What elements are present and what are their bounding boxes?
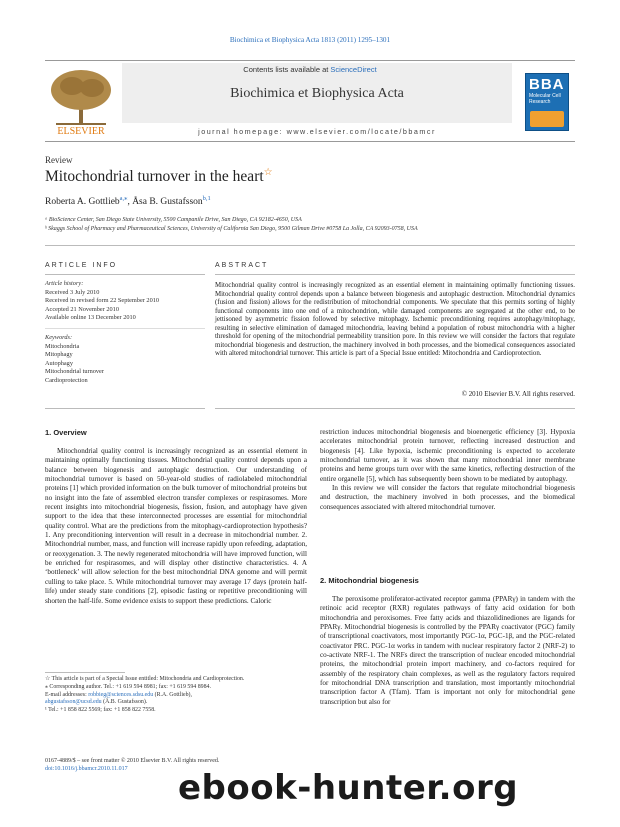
online-date: Available online 13 December 2010: [45, 314, 136, 321]
contents-prefix: Contents lists available at: [243, 65, 331, 74]
publisher-name: ELSEVIER: [57, 126, 105, 136]
abstract-text: Mitochondrial quality control is increasingly recognized as an essential element in maintaining optimally functioning tissues. Mitochondrial quality control depends upon a balance between biogenesis and autophagic destruction. Mitochondrial dynamics (fusion and fission) allows for the redistribution of mitochondrial components. We speculate that this permits sorting of highly functional components into one end of a mitochondrion, while damaged components are segregated at the other end, to be jettisoned by asymmetric fission followed by selective mitophagy. Ischemic preconditioning requires autophagy/mitophagy, resulting in selective elimination of damaged mitochondria, leaving behind a population of robust mitochondria with a higher threshold for opening of the mitochondrial permeability transition pore. In this review we will consider the factors that regulate mitochondrial biogenesis and destruction, the machinery involved in both processes, and the biomedical consequences associated with altered mitochondrial turnover. This article is part of a Special Issue entitled: Mitochondria and Cardioprotection.: [215, 282, 575, 357]
email-link-1[interactable]: robbieg@sciences.sdsu.edu: [88, 691, 154, 698]
doi-link[interactable]: doi:10.1016/j.bbamcr.2010.11.017: [45, 766, 128, 772]
journal-cover: [525, 73, 569, 131]
email-prefix: E-mail addresses:: [45, 691, 89, 698]
author-2[interactable]: Åsa B. Gustafsson: [132, 197, 203, 208]
received-date: Received 3 July 2010: [45, 288, 100, 296]
sciencedirect-link[interactable]: ScienceDirect: [330, 65, 377, 74]
accepted-date: Accepted 21 November 2010: [45, 305, 119, 313]
abstract-copyright: © 2010 Elsevier B.V. All rights reserved.: [461, 391, 575, 398]
keywords: [45, 334, 205, 385]
section-2-paragraph: The peroxisome proliferator-activated receptor gamma (PPARγ) in tandem with the retinoic acid receptor (RXR) regulates pathways of fatty acid oxidation for both mitochondria and peroxisomes. Free fatty acids and thiazolidinediones are ligands for PPARγ. Mitochondrial biogenesis is controlled by the PPARγ coactivator (PGC) family of transcriptional coactivators, most importantly PGC-1α, PGC-1β, and the PGC-related coactivator PRC. PGC-1α works in tandem with nuclear respiratory factor 2 (NRF-2) to co-activate NRF-1. The NRFs direct the transcription of nuclear encoded mitochondrial proteins, the mitochondrial protein import machinery, and co-factors required for assembly of the respiratory chain complexes, as well as the regulatory factors required for mitochondrial DNA transcription and translation, most importantly mitochondrial transcription factor A (Tfam). Tfam is important not only for mitochondrial gene transcription but also for: [320, 595, 575, 706]
affiliation-b: ᵇ Skaggs School of Pharmacy and Pharmaceutical Sciences, University of California San Diego, 9500 Gilman Drive #0758 La Jolla, CA 92093-0758, USA: [45, 226, 418, 232]
title-divider: [45, 245, 575, 246]
email-1-owner: (R.A. Gottlieb),: [153, 691, 192, 698]
section-1-heading: 1. Overview: [45, 428, 87, 437]
section-2-body: [320, 595, 575, 707]
keyword: Autophagy: [45, 359, 73, 367]
footnote-phone: ¹ Tel.: +1 858 822 5569; fax: +1 858 822 7558.: [45, 707, 156, 714]
email-2-owner: (Å.B. Gustafsson).: [101, 699, 148, 706]
right-paragraph-2: In this review we will consider the factors that regulate mitochondrial biogenesis and destruction, the machinery involved in both processes, and the biomedical consequences associated with altered mitochondrial turnover.: [320, 484, 575, 511]
article-info-heading: ARTICLE INFO: [45, 262, 118, 269]
affiliation-a: ᵃ BioScience Center, San Diego State University, 5500 Campanile Drive, San Diego, CA 92182-4650, USA: [45, 217, 302, 223]
abstract-bottom-rule: [215, 408, 575, 409]
author-2-affil: b,1: [202, 195, 211, 202]
cover-subtitle: Molecular Cell Research: [529, 93, 561, 105]
section-2-heading: 2. Mitochondrial biogenesis: [320, 576, 419, 585]
issn-line: 0167-4889/$ – see front matter © 2010 Elsevier B.V. All rights reserved.: [45, 758, 220, 764]
abstract-heading: ABSTRACT: [215, 262, 269, 269]
right-column-body: [320, 428, 575, 512]
elsevier-logo: [42, 64, 120, 136]
footnotes: [45, 676, 307, 715]
email-link-2[interactable]: abgustafsson@ucsd.edu: [45, 699, 102, 706]
cover-image: [530, 111, 564, 127]
abstract-rule: [215, 274, 575, 275]
info-rule: [45, 274, 205, 275]
author-list: [45, 194, 211, 207]
article-title: [45, 167, 273, 186]
journal-title: Biochimica et Biophysica Acta: [230, 86, 404, 101]
watermark-text: ebook-hunter.org: [178, 768, 519, 808]
section-1-paragraph: Mitochondrial quality control is increasingly recognized as an essential element in maintaining optimally functioning tissues. Mitochondrial quality control depends upon a balance between biogenesis and autophagic destruction. Our understanding of mitochondrial turnover is based on 50-year-old studies of radiolabeled mitochondrial proteins [1] which provided information on the bulk turnover of mitochondrial proteins but no insight into the fate of assembled electron transfer complexes or respirasomes. More recent insights into mitochondrial biogenesis, fission, fusion, and autophagy have given support to the idea that these interconnected processes are essential for mitochondrial quality control. What are the predictions from the mitophagy-cardioprotection hypothesis? 1. Any preconditioning intervention will result in a decrease in mitochondrial number. 2. Mitochondrial number, mass, and function will increase rapidly upon refeeding, adaptation, or reoxygenation. 3. The newly regenerated mitochondria will have improved function, will be enriched for respirasomes, and will display other distinctive characteristics. 4. A ‘bottleneck’ will allow selection for the best mitochondrial DNA genome and will permit culling to take place. 5. While mitochondrial turnover may average 17 days (protein half-life) under steady state conditions [2], episodic fasting or repetitive preconditioning will shorten the half-life. Some evidence exists to support these predictions. Caloric: [45, 447, 308, 605]
keyword: Mitochondria: [45, 342, 80, 350]
journal-homepage: [122, 127, 512, 136]
keywords-heading: Keywords:: [45, 334, 73, 341]
author-1-affil: a,⁎: [119, 195, 128, 202]
footnote-rule: [45, 672, 125, 673]
footnote-special-issue: ☆ This article is part of a Special Issue entitled: Mitochondria and Cardioprotection.: [45, 676, 245, 682]
article-type: Review: [45, 155, 73, 165]
title-text: Mitochondrial turnover in the heart: [45, 168, 264, 186]
info-bottom-rule: [45, 408, 205, 409]
homepage-prefix: journal homepage:: [198, 127, 287, 136]
author-1[interactable]: Roberta A. Gottlieb: [45, 197, 120, 208]
history-heading: Article history:: [45, 280, 84, 287]
keyword: Mitophagy: [45, 351, 73, 358]
info-inner-rule: [45, 328, 205, 329]
right-paragraph-1: restriction induces mitochondrial biogenesis and bioenergetic efficiency [3]. Hypoxia accelerates mitochondrial protein turnover, reflecting increased destruction and biogenesis [4]. Like hypoxia, ischemic preconditioning is expected to accelerate mitochondrial turnover, as it was shown that many mitochondrial inner membrane proteins and heme groups turn over with the same kinetics, reflecting destruction of the entire organelle [5], which has subsequently been shown to be mediated by autophagy.: [320, 428, 575, 483]
keyword: Mitochondrial turnover: [45, 368, 104, 375]
revised-date: Received in revised form 22 September 2010: [45, 297, 160, 304]
section-1-body: [45, 447, 307, 606]
author-separator: ,: [127, 197, 133, 208]
title-footnote-mark[interactable]: ☆: [263, 167, 273, 178]
homepage-link[interactable]: www.elsevier.com/locate/bbamcr: [286, 127, 436, 136]
footnote-corresponding: ⁎ Corresponding author. Tel.: +1 619 594 8981; fax: +1 619 594 8984.: [45, 683, 211, 690]
cover-title: BBA: [529, 76, 565, 93]
keyword: Cardioprotection: [45, 376, 88, 384]
article-history: [45, 280, 205, 323]
journal-reference[interactable]: Biochimica et Biophysica Acta 1813 (2011) 1295–1301: [229, 36, 391, 44]
